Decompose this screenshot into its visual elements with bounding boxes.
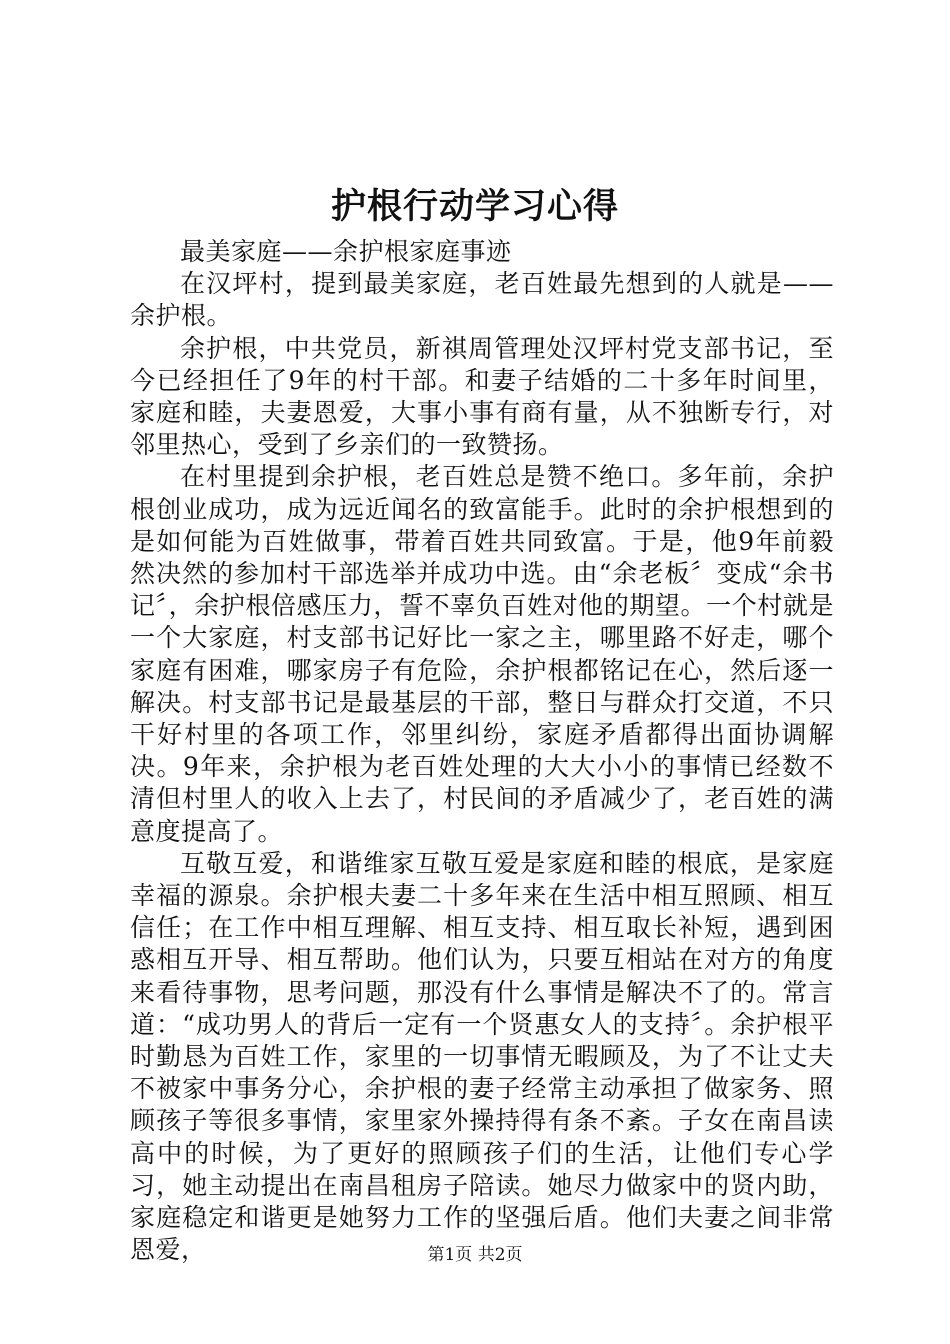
body-paragraph: 在村里提到余护根，老百姓总是赞不绝口。多年前，余护根创业成功，成为远近闻名的致富能手。此时的余护根想到的是如何能为百姓做事，带着百姓共同致富。于是，他9年前毅然决然的参加村干部选举并成功中选。由“余老板〞变成“余书记〞，余护根倍感压力，誓不辜负百姓对他的期望。一个村就是一个大家庭，村支部书记好比一家之主，哪里路不好走，哪个家庭有困难，哪家房子有危险，余护根都铭记在心，然后逐一解决。村支部书记是最基层的干部，整日与群众打交道，不只干好村里的各项工作，邻里纠纷，家庭矛盾都得出面协调解决。9年来，余护根为老百姓处理的大大小小的事情已经数不清但村里人的收入上去了，村民间的矛盾减少了，老百姓的满意度提高了。	[130, 462, 834, 846]
page-number-footer: 第1页 共2页	[427, 1245, 523, 1265]
body-paragraph: 互敬互爱，和谐维家互敬互爱是家庭和睦的根底，是家庭幸福的源泉。余护根夫妻二十多年来在生活中相互照顾、相互信任；在工作中相互理解、相互支持、相互取长补短，遇到困惑相互开导、相互帮助。他们认为，只要互相站在对方的角度来看待事物，思考问题，那没有什么事情是解决不了的。常言道：“成功男人的背后一定有一个贤惠女人的支持〞。余护根平时勤恳为百姓工作，家里的一切事情无暇顾及，为了不让丈夫不被家中事务分心，余护根的妻子经常主动承担了做家务、照顾孩子等很多事情，家里家外操持得有条不紊。子女在南昌读高中的时候，为了更好的照顾孩子们的生活，让他们专心学习，她主动提出在南昌租房子陪读。她尽力做家中的贤内助，家庭稳定和谐更是她努力工作的坚强后盾。他们夫妻之间非常恩爱，	[130, 848, 834, 1265]
document-title: 护根行动学习心得	[330, 186, 619, 227]
subtitle-paragraph: 最美家庭——余护根家庭事迹	[180, 237, 512, 266]
body-paragraph: 余护根，中共党员，新祺周管理处汉坪村党支部书记，至今已经担任了9年的村干部。和妻子结婚的二十多年时间里，家庭和睦，夫妻恩爱，大事小事有商有量，从不独断专行，对邻里热心，受到了乡亲们的一致赞扬。	[130, 333, 834, 460]
body-paragraph: 在汉坪村，提到最美家庭，老百姓最先想到的人就是——余护根。	[130, 269, 834, 331]
document-body	[130, 236, 834, 1267]
